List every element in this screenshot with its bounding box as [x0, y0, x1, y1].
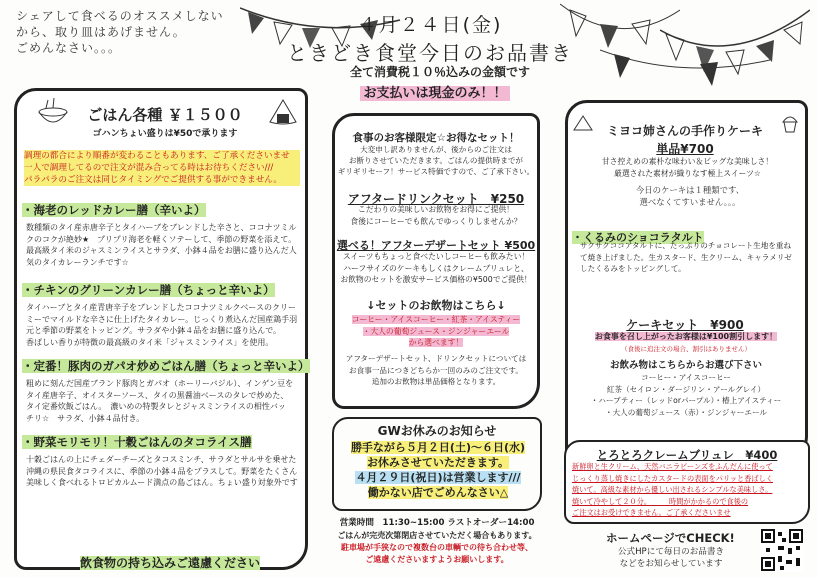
page-title: ときどき食堂今日のお品書き — [287, 41, 573, 65]
notice-line: 一人で調理してるので注文が混み合ってる時はお待ちください/// — [24, 163, 274, 173]
brulee-title: とろとろクレームブリュレ ¥400 — [596, 448, 778, 462]
brulee-desc: 新鮮卵と生クリーム、天然バニラビーンズをふんだんに使って じっくり蒸し焼きにしたカスタードの表面をパリッと香ばしく 焼いて。高級な素材から優しい出されるシンプルな美味しさ。 焼いて冷やして２０分。 時間がかかるので食後の ご注文はお受けできません。ご了承くださいませ — [572, 462, 773, 517]
menu-item — [22, 434, 304, 489]
dessert-set-desc: スイーツもちょっと食べたいしコーヒーも飲みたい！ ハーフサイズのケーキもしくはクレームブリュレと、 お飲物のセットを激安サービス価格の¥500でご提供！ — [340, 252, 532, 284]
cake-title: ミヨコ姉さんの手作りケーキ — [606, 124, 763, 138]
notice-line: パラパラのご注文は同じタイミングでご提供する事ができません。 — [24, 175, 282, 185]
cake-price: 単品¥700 — [656, 142, 714, 156]
set-drinks-note: アフターデザートセット、ドリンクセットについては お食事一品につきどちらか一回のみのご注文です。 追加のお飲物は単品価格となります。 — [345, 354, 527, 386]
drink-set-title: アフタードリンクセット ¥250 — [347, 192, 525, 206]
menu-item-name: ・定番！豚肉のガパオ炒めごはん膳（ちょっと辛いよ） — [22, 359, 310, 373]
menu-item — [22, 202, 304, 268]
menu-item — [22, 358, 308, 424]
menu-item-desc: 十穀ごはんの上にチェダーチーズとタコスミンチ、サラダとサルサを乗せた 沖縄の県民食タコライスに、季節の小鉢４品をプラスして。野菜をたくさん 美味しく食べれるトロピカルムード満点の島ごはん。ちょい盛り対象外です — [26, 455, 298, 487]
cake-set-title: ケーキセット ¥900 — [626, 318, 744, 332]
set-drinks-list: コーヒー・アイスコーヒー・紅茶・アイスティー ・大人の葡萄ジュース・ジンジャーエール から選べます！ — [351, 315, 521, 347]
cupcake-icon — [780, 112, 800, 134]
cake-name: ・くるみのショコラタルト — [572, 231, 704, 244]
set-menu-intro: 大変申し訳ありませんが、後からのご注文は お断りさせていただきます。ごはんの提供時までが ギリギリセーフ！サービス特価ですので、ご了承下さい。 — [337, 145, 535, 176]
menu-item-desc: 粗めに刻んだ国産ブランド豚肉とガパオ（ホーリーバジル）、インゲン豆を タイ産唐辛子、オイスターソース、タイの黒醤油ベースのタレで炒めた、 タイ定番炊飯ごはん。 濃いめの特製タレとジャスミンライスの相性バッ チリ☆ サラダ、小鉢４品付き。 — [26, 379, 294, 423]
menu-item-desc: 数種類のタイ産赤唐辛子とタイハーブをブレンドした辛さと、ココナツミル クのコクが絶妙★ プリプリ海老を軽くソテーして、季節の野菜を添えて。 最高級タイ米のジャスミンライスとサラダ、小鉢４品をお膳に盛り込んだ人 気のタイカレーランチです☆ — [26, 223, 297, 267]
gw-notice-title: GWお休みのお知らせ — [377, 424, 497, 438]
note-line: シェアして食べるのオススメしない — [16, 9, 224, 23]
note-line: ごめんなさい。。。 — [16, 41, 122, 55]
cake-set-note: お食事を召し上がったお客様は¥100割引します！ — [594, 332, 778, 341]
cash-notice-wrap — [340, 82, 530, 101]
set-drinks-title: ↓セットのお飲物はこちら↓ — [366, 299, 506, 312]
menu-item-name: ・チキンのグリーンカレー膳（ちょっと辛いよ） — [22, 283, 275, 297]
menu-item — [22, 282, 304, 348]
set-menu-title: 食事のお客様限定☆お得なセット！ — [352, 132, 520, 144]
qr-code[interactable] — [760, 528, 804, 572]
cake-desc: 甘さ控えめの素朴な味わい＆ビッグな美味しさ！ 厳選された素材が織りなす極上スイーツ☆ — [601, 157, 774, 178]
homepage-desc: 公式HPにて毎日のお品書き などをお知らせしています — [617, 547, 725, 569]
rice-menu-subtitle: ゴハンちょい盛りは¥50で承ります — [92, 129, 238, 139]
top-left-note — [16, 8, 224, 56]
cake-set-small-note: （食後に追注文の場合、割引はありません） — [621, 345, 751, 353]
notice-line: 調理の都合により順番が変わることもあります、ご了承くださいませ — [24, 151, 290, 161]
dessert-set-title: 選べる！アフターデザートセット ¥500 — [336, 239, 536, 252]
menu-item-name: ・野菜モリモリ！十穀ごはんのタコライス膳 — [22, 435, 252, 449]
business-hours: 営業時間 11:30~15:00 ラストオーダー14:00 — [339, 518, 535, 528]
drink-set-desc: こだわりの美味しいお飲物をお得にご提供！ 食後にコーヒーでも飲んでゆっくりしませんか？ — [350, 205, 522, 226]
menu-item-name: ・海老のレッドカレー膳（辛いよ） — [22, 203, 206, 217]
drink-choice-list: コーヒー・アイスコーヒー 紅茶（セイロン・ダージリン・アールグレイ） ・ハーブティー（レッドorパープル）・椿上アイスティー ・大人の葡萄ジュース（赤）・ジンジャーエール — [590, 373, 782, 417]
onigiri-icon — [268, 98, 298, 126]
gw-notice-body: 勝手ながら５月２日(土)〜６日(水) お休みさせていただきます。 ４月２９日(祝日)は営業します/// 働かない店でごめんなさい△ — [350, 441, 526, 499]
cake-today-note: 今日のケーキは１種類です、 選べなくてすいません。。。 — [635, 185, 745, 207]
no-outside-food-notice: 飲食物の持ち込みご遠慮ください — [79, 556, 260, 570]
rice-menu-title: ごはん各種 ￥１５００ — [87, 106, 243, 124]
header-date: ４月２４日(金) — [357, 14, 503, 36]
menu-item-desc: タイハーブとタイ産青唐辛子をブレンドしたココナツミルクベースのクリー ミーでマイルドな辛さに仕上げたタイカレー。じっくり煮込んだ国産鶏手羽 元と季節の野菜をトッピング。サラダや小鉢４品をお膳に盛り込んで。 香ばしい香りが特徴の最高級のタイ米「ジャスミンライス」を使用。 — [26, 303, 298, 347]
tax-notice: 全て消費税１０％込みの金額です — [349, 65, 530, 79]
rice-order-notice — [24, 150, 300, 186]
bowl-icon — [36, 98, 70, 128]
note-line: から、取り皿はあげません。 — [16, 25, 186, 39]
cash-notice: お支払いは現金のみ！！ — [360, 86, 509, 101]
closing-notes: ごはんが完売次第閉店させていただく場合もあります。 駐車場が手狭なので複数台の車輌での待ち合わせ等、 ご遠慮くださいますようお願いします。 — [337, 531, 537, 564]
drink-choice-title: お飲み物はこちらからお選び下さい — [609, 360, 762, 371]
header — [265, 10, 595, 66]
cake-name-desc: サクサクココアタルトに、たっぷりのチョコレート生地を重ね て焼き上げました。生カスタード、生クリーム、キャラメリゼ したくるみをトッピングして。 — [580, 241, 792, 273]
homepage-title: ホームページでCHECK! — [606, 531, 735, 545]
